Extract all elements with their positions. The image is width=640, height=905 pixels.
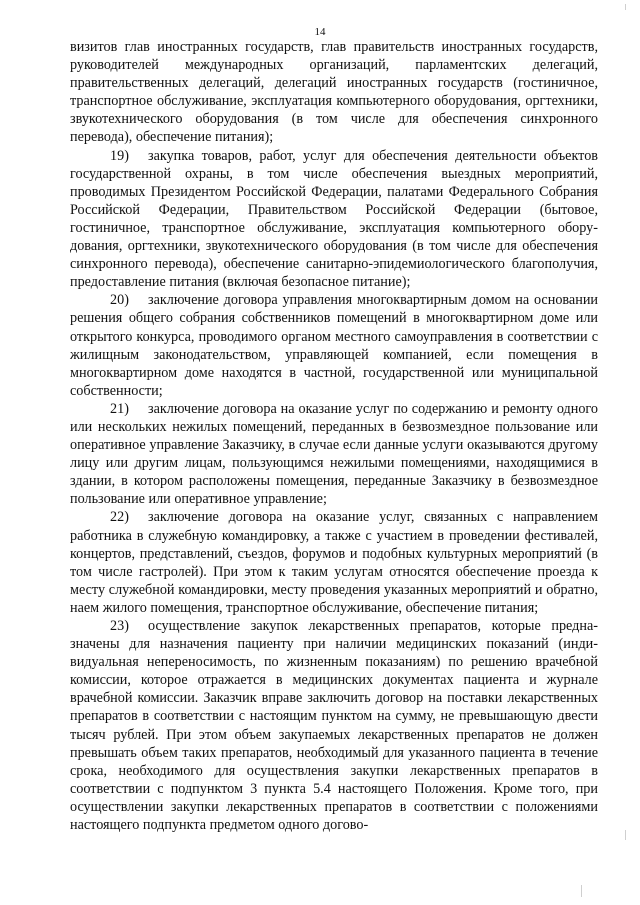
paragraph-text: осуществление закупок лекарственных препаратов, которые предназначены для назначения пациенту при наличии медицинских показаний (индивидуальная непереносимость, по жизненным показаниям) по решению врачебной комиссии, которое отражается в медицинских документах пациента и журнале врачебной комиссии. Заказчик вправе заключить договор на поставки лекарственных препаратов в соответствии с настоящим пунктом на сумму, не превышающую двести тысяч рублей. При этом объем закупаемых лекарственных препаратов не должен превышать объем таких препаратов, необходимый для указанного пациента в течение срока, необходимого для осуществления закупки лекарственных препаратов в соответствии с подпунктом 3 пункта 5.4 настоящего Положения. Кроме того, при осуществлении закупки лекарственных препаратов в соответствии с положениями настоящего подпункта предметом одного догово- (70, 618, 598, 834)
paragraph-text: заключение договора управления многоквартирным домом на основании решения общего собрания собственников помещений в многоквартирном доме или открытого конкурса, проводимого органом местного самоуправления в соответствии с жилищным законодательством, управляющей компанией, если помещения в многоквартирном доме находятся в частной, государственной или муниципальной собственности; (70, 292, 598, 399)
paragraph-item-21 (70, 400, 598, 509)
document-body (70, 38, 598, 834)
paragraph-text: визитов глав иностранных государств, глав правительств иностранных государств, руководителей международных организаций, парламентских делегаций, правительственных делегаций, делегаций иностранных государств (гостиничное, транспортное обслуживание, эксплуатация компьютерного оборудования, оргтехники, звукотехнического оборудования (в том числе для обеспечения синхронного перевода), обеспечение питания); (70, 39, 598, 146)
paragraph-item-19 (70, 147, 598, 292)
item-number: 23) (110, 618, 129, 634)
item-number: 21) (110, 400, 129, 417)
item-number: 20) (110, 292, 129, 309)
paragraph-text: закупка товаров, работ, услуг для обеспечения деятельности объектов государственной охраны, в том числе обеспечения выездных мероприятий, проводимых Президентом Российской Федерации, палатами Федерального Собрания Российской Федерации, Правительством Российской Федерации (бытовое, гостиничное, транспортное обслуживание, эксплуатация компьютерного оборудования, оргтехники, звукотехнического оборудования (в том числе для обеспечения синхронного перевода), обеспечение санитарно-эпидемиологического благополучия, предоставление питания (включая безопасное питание); (70, 147, 598, 291)
paragraph-item-23 (70, 617, 598, 834)
scan-artifact-mark (581, 885, 582, 897)
paragraph-item-22 (70, 508, 598, 617)
item-number: 22) (110, 509, 129, 526)
scan-artifact-mark (625, 830, 626, 840)
item-number: 19) (110, 147, 129, 164)
scan-artifact-mark (625, 4, 626, 10)
paragraph-text: заключение договора на оказание услуг, связанных с направлением работника в служебную командировку, а также с участием в проведении фестивалей, концертов, представлений, съездов, форумов и подобных культурных мероприятий (в том числе гастролей). При этом к таким услугам относятся обеспечение проезда к месту служебной командировки, месту проведения указанных мероприятий и обратно, наем жилого помещения, транспортное обслуживание, обеспечение питания; (70, 509, 598, 616)
paragraph-text: заключение договора на оказание услуг по содержанию и ремонту одного или нескольких нежилых помещений, переданных в безвозмездное пользование или оперативное управление Заказчику, в случае если данные услуги оказываются другому лицу или другим лицам, пользующимся нежилыми помещениями, находящимися в здании, в котором расположены помещения, переданные Заказчику в безвозмездное пользование или оперативное управление; (70, 400, 598, 508)
page-number: 14 (314, 26, 326, 38)
paragraph-item-20 (70, 291, 598, 400)
paragraph-continuation (70, 38, 598, 147)
